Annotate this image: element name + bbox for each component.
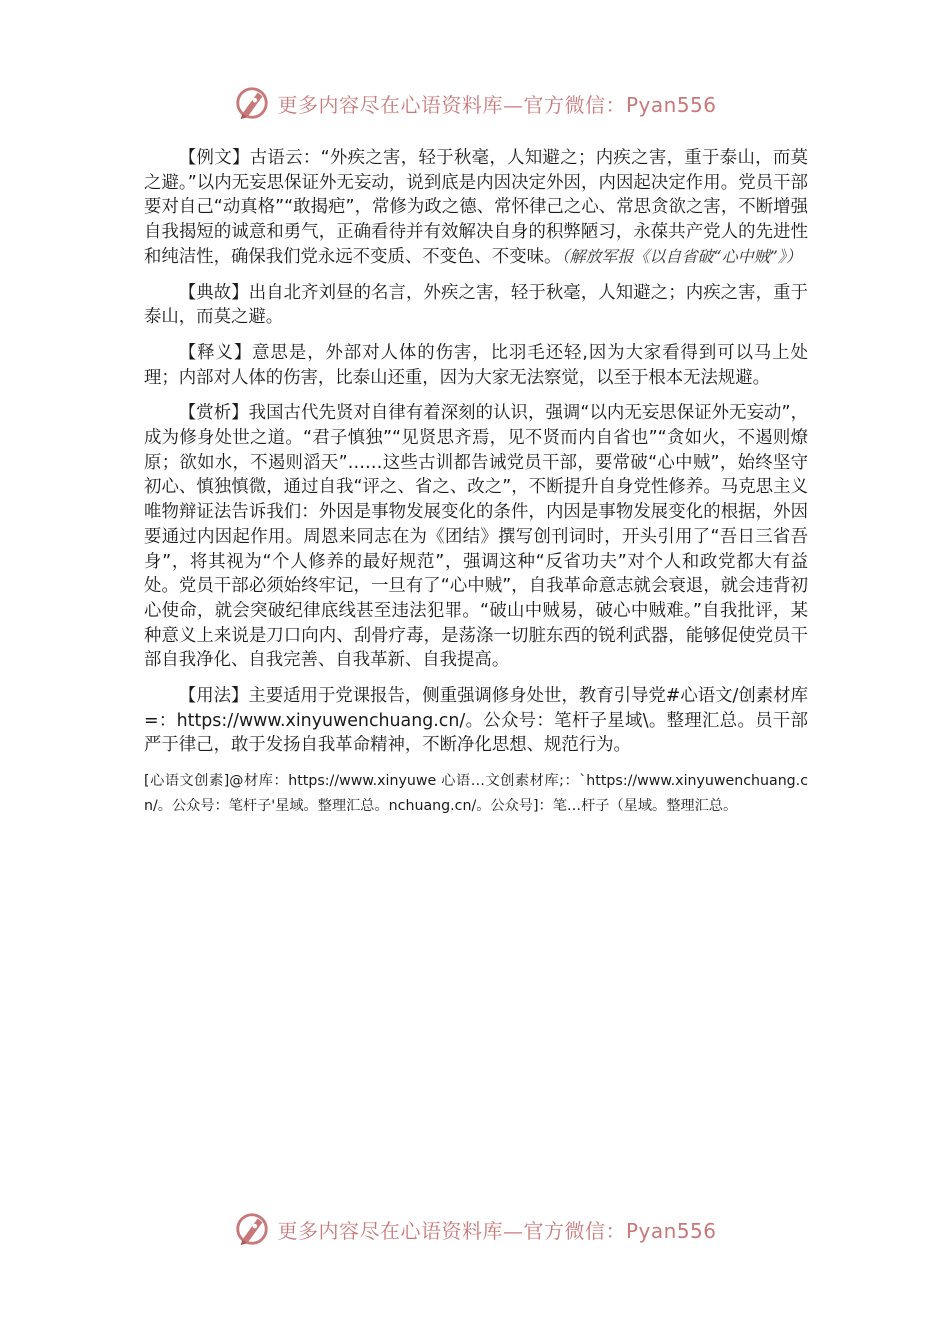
usage-tag: 【用法】: [178, 686, 249, 707]
footer-banner: [0, 1207, 950, 1251]
pen-circle-icon: [233, 1210, 271, 1248]
header-separator: —: [502, 92, 524, 117]
appreciation-tag: 【赏析】: [178, 403, 249, 424]
example-source: （解放军报《以自省破“心中贼”》）: [561, 246, 802, 266]
header-banner: [0, 81, 950, 125]
header-slogan-line: [277, 89, 716, 118]
example-tag: 【例文】: [178, 148, 250, 168]
footer-slogan: 更多内容尽在心语资料库: [277, 1218, 503, 1243]
footer-slogan-line: [277, 1215, 716, 1244]
usage-text: 主要适用于党课报告，侧重强调修身处世，教育引导党#心语文/创素材库=：https://www.xinyuwenchuang.cn/。公众号：笔杆子星域\。整理汇总。员干部严于律己，敢于发扬自我革命精神，不断净化思想、规范行为。: [144, 686, 808, 756]
example-paragraph: [144, 146, 808, 270]
meaning-tag: 【释义】: [178, 342, 253, 363]
allusion-paragraph: [144, 281, 808, 330]
watermark-note: [心语文创素]@材库：https://www.xinyuwe 心语…文创素材库;：`https://www.xinyuwenchuang.cn/。公众号：笔杆子'星域。整理汇总。nchuang.cn/。公众号]：笔…杆子（星域。整理汇总。: [144, 773, 808, 815]
header-handle: Pyan556: [625, 92, 717, 117]
allusion-tag: 【典故】: [178, 282, 249, 303]
footer-separator: —: [502, 1218, 524, 1243]
footer-handle: Pyan556: [625, 1218, 717, 1243]
meaning-paragraph: [144, 341, 808, 390]
footer-wechat-label: 官方微信：: [523, 1218, 626, 1243]
appreciation-text: 我国古代先贤对自律有着深刻的认识，强调“以内无妄思保证外无妄动”，成为修身处世之道。“君子慎独”“见贤思齐焉，见不贤而内自省也”“贪如火，不遏则燎原；欲如水，不遏则滔天”……这些古训都告诫党员干部，要常破“心中贼”，始终坚守初心、慎独慎微，通过自我“评之、省之、改之”，不断提升自身党性修养。马克思主义唯物辩证法告诉我们：外因是事物发展变化的条件，内因是事物发展变化的根据，外因要通过内因起作用。周恩来同志在为《团结》撰写创刊词时，开头引用了“吾日三省吾身”，将其视为“个人修养的最好规范”，强调这种“反省功夫”对个人和政党都大有益处。党员干部必须始终牢记，一旦有了“心中贼”，自我革命意志就会衰退，就会违背初心使命，就会突破纪律底线甚至违法犯罪。“破山中贼易，破心中贼难。”自我批评，某种意义上来说是刀口向内、刮骨疗毒，是荡涤一切脏东西的锐利武器，能够促使党员干部自我净化、自我完善、自我革新、自我提高。: [144, 403, 808, 671]
header-slogan: 更多内容尽在心语资料库: [277, 92, 503, 117]
allusion-text: 出自北齐刘昼的名言，外疾之害，轻于秋毫，人知避之；内疾之害，重于泰山，而莫之避。: [144, 282, 808, 328]
appreciation-paragraph: [144, 401, 808, 673]
meaning-text: 意思是，外部对人体的伤害，比羽毛还轻,因为大家看得到可以马上处理；内部对人体的伤害，比泰山还重，因为大家无法察觉，以至于根本无法规避。: [144, 342, 808, 388]
article-body: [144, 146, 808, 819]
header-wechat-label: 官方微信：: [523, 92, 626, 117]
pen-circle-icon: [233, 84, 271, 122]
usage-paragraph: [144, 684, 808, 758]
example-text: 古语云：“外疾之害，轻于秋毫，人知避之；内疾之害，重于泰山，而莫之避。”以内无妄思保证外无妄动，说到底是内因决定外因，内因起决定作用。党员干部要对自己“动真格”“敢揭疤”，常修为政之德、常怀律己之心、常思贪欲之害，不断增强自我揭短的诚意和勇气，正确看待并有效解决自身的积弊陋习，永葆共产党人的先进性和纯洁性，确保我们党永远不变质、不变色、不变味。: [144, 148, 808, 267]
